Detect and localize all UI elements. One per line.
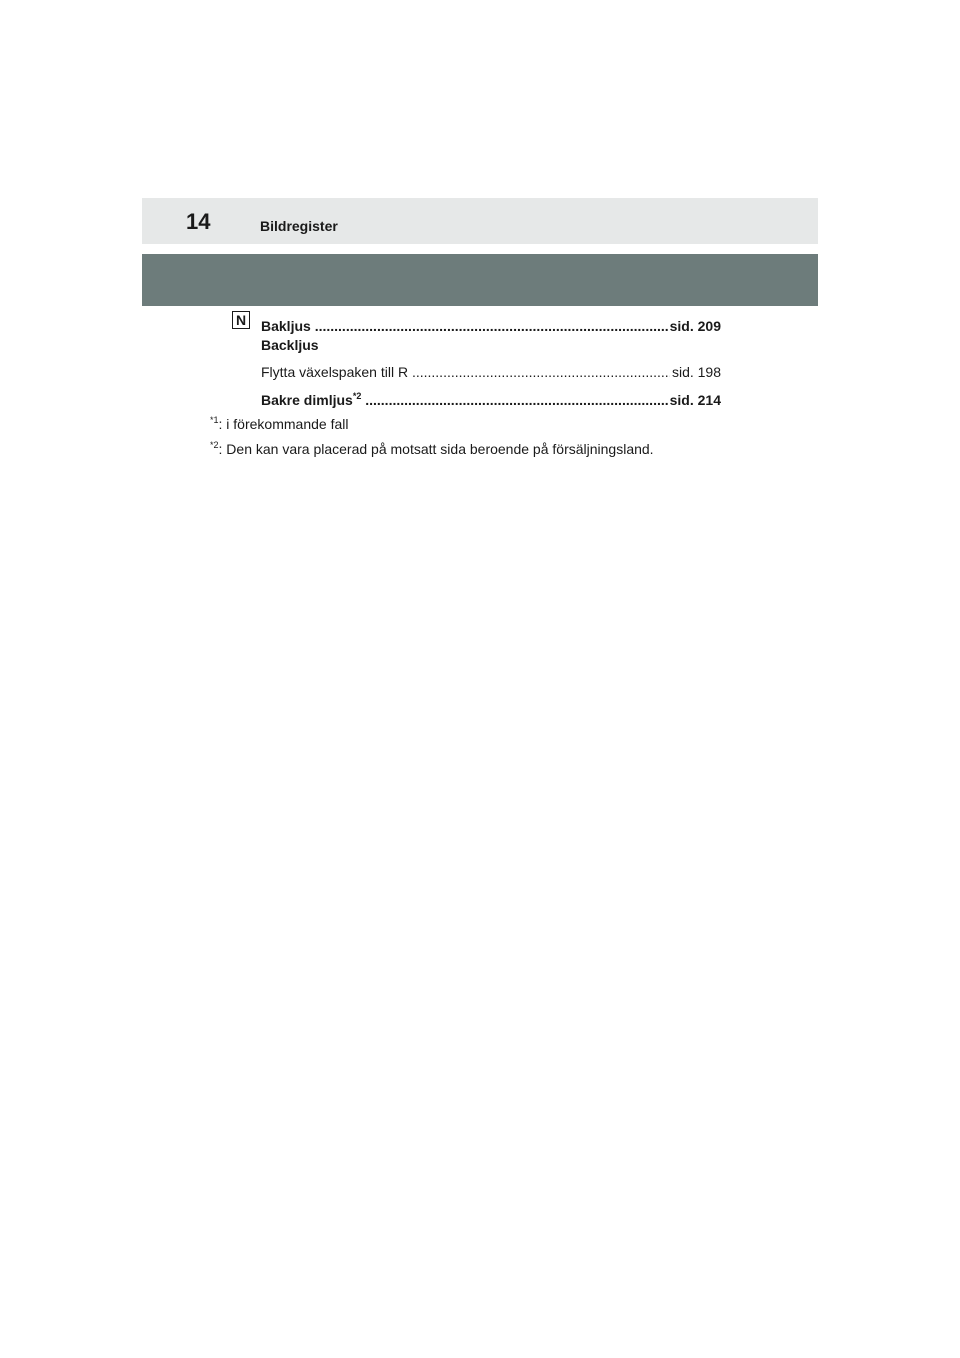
entry-page: sid. 209 <box>669 318 721 334</box>
index-entry-bakre-dimljus[interactable] <box>261 392 721 408</box>
index-heading-backljus: Backljus <box>261 337 319 353</box>
leader-dots <box>311 318 668 334</box>
section-title: Bildregister <box>260 218 338 234</box>
footnote-1 <box>210 416 348 432</box>
leader-dots <box>408 364 670 380</box>
page-header <box>142 198 818 244</box>
leader-dots <box>361 392 667 408</box>
footnote-text: : i förekommande fall <box>218 416 349 432</box>
index-letter-marker: N <box>232 311 250 329</box>
entry-label: Bakljus <box>261 318 311 334</box>
index-entry-bakljus[interactable] <box>261 318 721 334</box>
page-number: 14 <box>186 209 211 234</box>
entry-page: sid. 198 <box>671 364 721 380</box>
entry-label <box>261 392 361 408</box>
entry-page: sid. 214 <box>669 392 721 408</box>
footnote-mark: *1 <box>210 415 219 425</box>
entry-label-text: Bakre dimljus <box>261 392 353 408</box>
footnote-text: : Den kan vara placerad på motsatt sida beroende på försäljningsland. <box>218 441 654 457</box>
index-entry-flytta-vaxelspaken[interactable] <box>261 364 721 380</box>
entry-label: Flytta växelspaken till R <box>261 364 409 380</box>
footnote-2 <box>210 441 654 457</box>
footnote-mark: *2 <box>210 440 219 450</box>
footnote-ref: *2 <box>352 391 362 401</box>
section-band <box>142 254 818 306</box>
